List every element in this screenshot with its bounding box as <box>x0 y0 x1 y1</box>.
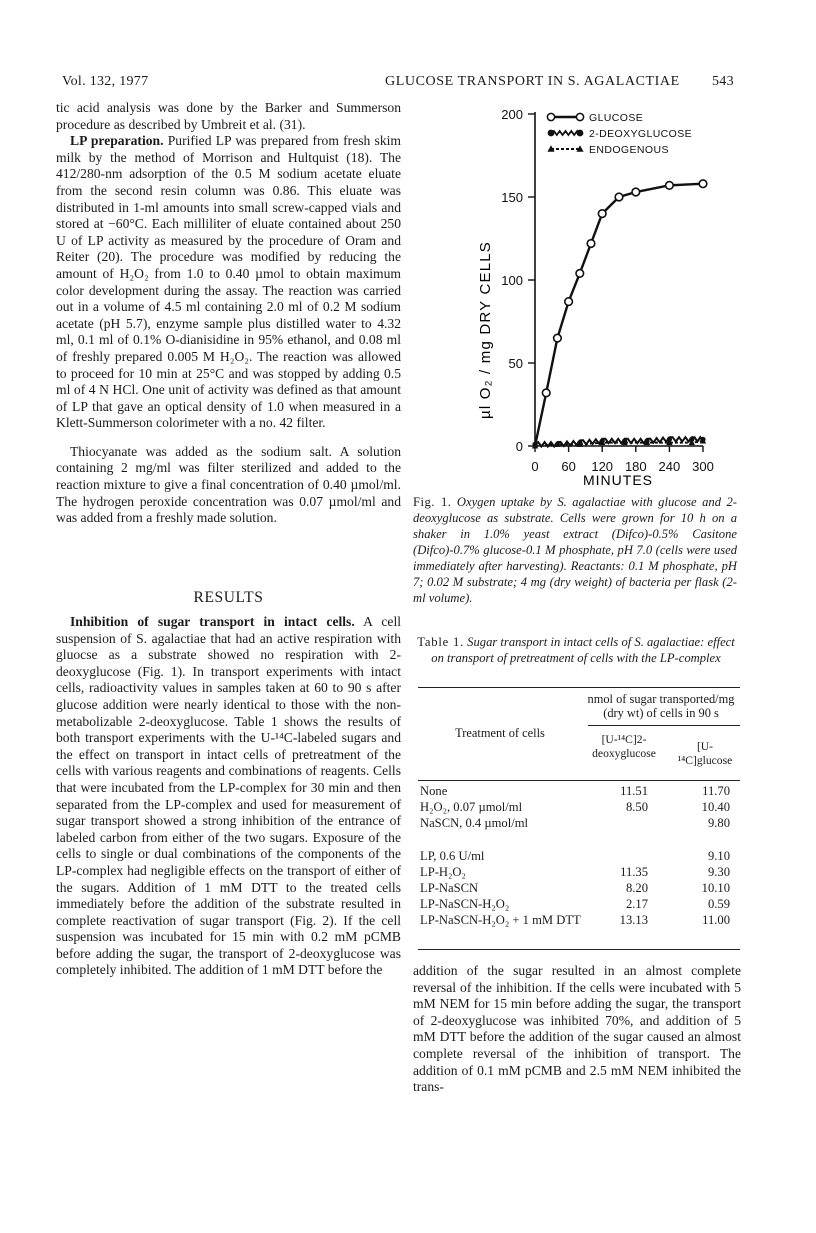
section-heading-results: RESULTS <box>193 589 264 606</box>
y-tick-label: 150 <box>501 190 523 205</box>
data-point-glucose <box>666 182 674 190</box>
table-cell-deoxy: 8.20 <box>625 881 648 895</box>
paragraph-inhibition <box>56 614 401 979</box>
table-cell-glucose: 11.70 <box>702 784 730 798</box>
chart-series <box>532 180 707 449</box>
data-point-glucose <box>699 180 707 188</box>
x-tick-label: 180 <box>624 459 647 474</box>
x-tick-label: 300 <box>692 459 714 474</box>
data-point-glucose <box>615 193 623 201</box>
data-point-glucose <box>598 210 606 218</box>
paragraph-continuation: addition of the sugar resulted in an almost complete reversal of the inhibition. If the cells were incubated with 5 mM NEM for 15 min before adding the sugar, the transport of 2-deoxyglucose was inhibited 70%, and addition of 5 mM DTT before the addition of the sugar caused an almost complete reversal of the inhibition of transport. The addition of 0.1 mM pCMB and 2.5 mM NEM inhibited the trans- <box>413 963 741 1095</box>
table-cell-deoxy: 13.13 <box>619 913 648 927</box>
journal-volume: Vol. 132, 1977 <box>62 74 149 89</box>
table1-caption-text: Sugar transport in intact cells of S. agalactiae: effect on transport of pretreatment of cells with the LP-complex <box>431 635 735 665</box>
paragraph-intro: tic acid analysis was done by the Barker and Summerson procedure as described by Umbreit et al. (31). <box>56 100 401 132</box>
legend-line-2-deoxyglucose <box>551 131 580 135</box>
chart-tick-labels <box>501 107 714 474</box>
table-cell-glucose: 10.10 <box>701 881 730 895</box>
table-cell-deoxy: 11.51 <box>620 784 648 798</box>
table1-caption <box>413 634 739 666</box>
legend-marker-2-deoxyglucose <box>577 130 584 137</box>
y-tick-label: 0 <box>515 439 523 454</box>
chart-legend <box>547 112 692 156</box>
running-title: GLUCOSE TRANSPORT IN S. AGALACTIAE <box>385 74 680 89</box>
legend-label-2-deoxyglucose: 2-DEOXYGLUCOSE <box>589 128 693 140</box>
legend-label-glucose: GLUCOSE <box>589 112 644 124</box>
table-cell-deoxy: 11.35 <box>620 865 648 879</box>
table1-col-glucose: [U-¹⁴C]glucose <box>677 740 733 767</box>
table-cell-deoxy: 8.50 <box>625 800 648 814</box>
table-cell-deoxy: 2.17 <box>625 897 648 911</box>
y-tick-label: 100 <box>501 273 523 288</box>
legend-label-endogenous: ENDOGENOUS <box>589 144 669 156</box>
table-cell-glucose: 9.80 <box>707 816 730 830</box>
heading-inhibition: Inhibition of sugar transport in intact cells. <box>70 614 355 629</box>
table1-header-rule <box>418 780 740 781</box>
paragraph-thiocyanate: Thiocyanate was added as the sodium salt. A solution containing 2 mg/ml was filter sterilized and added to the reaction mixture to give a final concentration of 0.40 µmol/ml. The hydrogen peroxide concentration was 0.07 µmol/ml and was added from a freshly made solution. <box>56 443 401 526</box>
figure1-chart <box>460 100 760 490</box>
table-cell-glucose: 0.59 <box>707 897 730 911</box>
table-cell-glucose: 10.40 <box>701 800 730 814</box>
figure1-caption <box>413 494 737 606</box>
table1-bottom-rule <box>418 949 740 950</box>
inhibition-text: A cell suspension of S. agalactiae that had an active respiration with gluocse as a substrate showed no respiration with 2-deoxyglucose (Fig. 1). In transport experiments with intact cells, radioactivity values in samples taken at 60 to 90 s after glucose addition were nearly identical to those with the non-metabolizable 2-deoxyglucose. Table 1 shows the results of both transport experiments with the U-¹⁴C-labeled sugars and the effect on transport in intact cells of pretreatment of the cells with various reagents and combinations of reagents. Cells that were incubated from the LP-complex for 30 min and then separated from the LP-complex and used for measurement of sugar transport showed a strong inhibition of the entrance of labeled carbon from either of the two sugars. Exposure of the cells to single or dual combinations of the components of the LP-complex had negligible effects on the transport of either of the sugars. Addition of 1 mM DTT to the treated cells immediately before the addition of the substrate resulted in complete reactivation of sugar transport (Fig. 2). If the cell suspension was incubated for 15 min with 0.2 mM pCMB before adding the sugar, the transport of 2-deoxyglucose was completely inhibited. The addition of 1 mM DTT before the <box>56 614 402 978</box>
x-tick-label: 120 <box>591 459 614 474</box>
data-point-glucose <box>576 270 584 278</box>
table1-label: Table 1. <box>417 635 465 649</box>
table1-top-rule <box>418 687 740 688</box>
page-number: 543 <box>712 74 734 89</box>
table-cell-treatment: None <box>420 784 448 798</box>
data-point-glucose <box>632 188 640 196</box>
x-tick-label: 60 <box>561 459 576 474</box>
table-cell-treatment: LP-NaSCN-H₂O₂ <box>420 897 510 911</box>
data-point-glucose <box>565 298 573 306</box>
table-cell-glucose: 9.10 <box>707 849 730 863</box>
figure1-caption-text: Oxygen uptake by S. agalactiae with glucose and 2-deoxyglucose as substrate. Cells were grown for 10 h on a shaker in 1.0% yeast extract (Difco)-0.5% Casitone (Difco)-0.7% glucose-0.1 M phosphate, pH 7.0 (cells were used immediately after harvesting). Reactants: 0.1 M phosphate, pH 7; 0.02 M substrate; 4 mg (dry weight) of bacteria per flask (2-ml volume). <box>413 495 737 605</box>
left-column-results <box>56 614 401 979</box>
table1-col-deoxy: [U-¹⁴C]2-deoxyglucose <box>592 733 656 760</box>
table-row <box>420 897 740 912</box>
table-cell-treatment: LP, 0.6 U/ml <box>420 849 485 863</box>
data-point-glucose <box>554 334 562 342</box>
data-point-glucose <box>587 240 595 248</box>
table-cell-treatment: LP-NaSCN <box>420 881 479 895</box>
paragraph-lp-preparation <box>56 133 401 432</box>
table-row <box>420 913 740 945</box>
table-cell-treatment: LP-H₂O₂ <box>420 865 466 879</box>
table-cell-glucose: 11.00 <box>702 913 730 927</box>
x-tick-label: 0 <box>531 459 539 474</box>
x-tick-label: 240 <box>658 459 681 474</box>
heading-lp-preparation: LP preparation. <box>70 133 164 149</box>
table-row <box>420 865 740 880</box>
table1-span-rule <box>588 725 740 726</box>
table-cell-treatment: NaSCN, 0.4 µmol/ml <box>420 816 529 830</box>
chart-axes <box>528 112 703 452</box>
y-tick-label: 50 <box>508 356 523 371</box>
legend-marker-glucose <box>547 113 554 120</box>
lp-preparation-text: Purified LP was prepared from fresh skim milk by the method of Morrison and Hultquist (18). The 412/280-nm adsorption of the 0.5 M sodium acetate eluate from the second resin column was 0.86. This eluate was distributed in 1-ml amounts into small screw-capped vials and stored at −60°C. Each milliliter of eluate contained about 250 U of LP activity as measured by the procedure of Oram and Reiter (20). The procedure was modified by reducing the amount of H₂O₂ from 1.0 to 0.40 µmol to obtain maximum color development during the assay. The reaction was carried out in a volume of 4.5 ml containing 2.0 ml of 0.2 M sodium acetate (pH 5.7), enzyme sample plus distilled water to 4.32 ml, 0.1 ml of 0.1% O-dianisidine in 95% ethanol, and 0.08 ml of freshly prepared 0.005 M H₂O₂. The reaction was allowed to proceed for 10 min at 25°C and was stopped by adding 0.5 ml of 4 N HCl. One unit of activity was defined as that amount of LP that gave an optical density of 1.0 when measured in a Klett-Summerson colorimeter with a no. 42 filter. <box>56 133 401 431</box>
x-axis-label: MINUTES <box>583 472 653 488</box>
legend-marker-glucose <box>576 113 583 120</box>
y-axis-label: µl O₂ / mg DRY CELLS <box>477 241 494 419</box>
table-cell-glucose: 9.30 <box>707 865 730 879</box>
table-row <box>420 816 740 848</box>
table-row <box>420 800 740 815</box>
right-column-text <box>413 963 741 1096</box>
data-point-glucose <box>542 389 550 397</box>
series-line-glucose <box>535 184 703 446</box>
table1-col-treatment: Treatment of cells <box>455 726 545 740</box>
legend-marker-2-deoxyglucose <box>548 130 555 137</box>
table-cell-treatment: H₂O₂, 0.07 µmol/ml <box>420 800 523 814</box>
table-row <box>420 849 740 864</box>
table-row <box>420 784 740 799</box>
y-tick-label: 200 <box>501 107 523 122</box>
left-column-methods <box>56 100 401 527</box>
table1-span-header: nmol of sugar transported/mg (dry wt) of cells in 90 s <box>587 692 735 720</box>
table-cell-treatment: LP-NaSCN-H₂O₂ + 1 mM DTT <box>420 913 581 927</box>
figure1-label: Fig. 1. <box>413 495 452 509</box>
table-row <box>420 881 740 896</box>
